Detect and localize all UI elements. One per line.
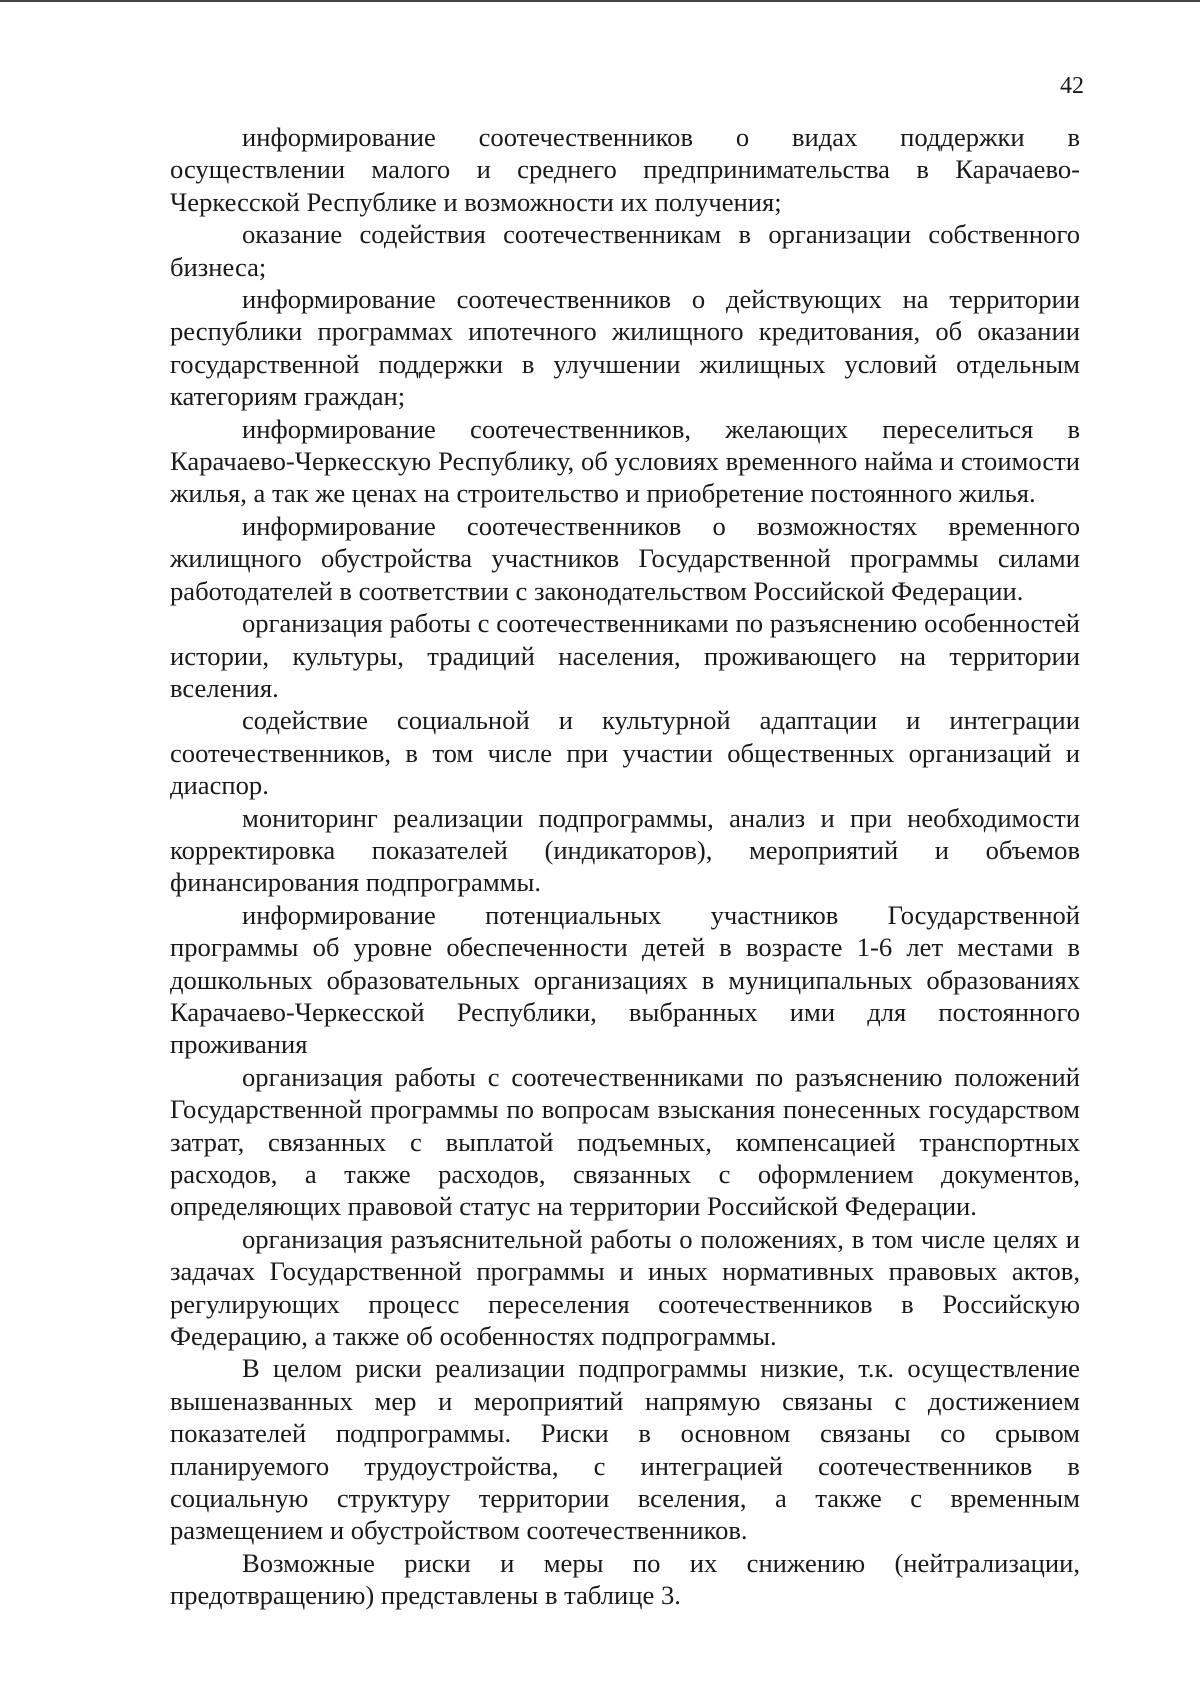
paragraph: информирование соотечественников о действующих на территории республики программах ипотечного жилищного кредитования, об оказании государственной поддержки в улучшении жилищных условий отдельным категориям граждан; xyxy=(170,284,1080,412)
paragraph: организация работы с соотечественниками по разъяснению положений Государственной программы по вопросам взыскания понесенных государством затрат, связанных с выплатой подъемных, компенсацией транспортных расходов, а также расходов, связанных с оформлением документов, определяющих правовой статус на территории Российской Федерации. xyxy=(170,1061,1080,1222)
paragraph: мониторинг реализации подпрограммы, анализ и при необходимости корректировка показателей (индикаторов), мероприятий и объемов финансирования подпрограммы. xyxy=(170,802,1080,898)
paragraph: информирование соотечественников о возможностях временного жилищного обустройства участников Государственной программы силами работодателей в соответствии с законодательством Российской Федерации. xyxy=(170,510,1080,606)
paragraph: организация разъяснительной работы о положениях, в том числе целях и задачах Государственной программы и иных нормативных правовых актов, регулирующих процесс переселения соотечественников в Российскую Федерацию, а также об особенностях подпрограммы. xyxy=(170,1223,1080,1352)
body-text xyxy=(170,121,1080,1612)
page-number: 42 xyxy=(1060,73,1084,99)
paragraph: оказание содействия соотечественникам в организации собственного бизнеса; xyxy=(170,219,1080,282)
paragraph: информирование соотечественников, желающих переселиться в Карачаево-Черкесскую Республику, об условиях временного найма и стоимости жилья, а так же ценах на строительство и приобретение постоянного жилья. xyxy=(170,413,1080,509)
paragraph: Возможные риски и меры по их снижению (нейтрализации, предотвращению) представлены в таблице 3. xyxy=(170,1547,1080,1611)
paragraph: информирование соотечественников о видах поддержки в осуществлении малого и среднего предпринимательства в Карачаево-Черкесской Республике и возможности их получения; xyxy=(170,122,1080,217)
paragraph: организация работы с соотечественниками по разъяснению особенностей истории, культуры, традиций населения, проживающего на территории вселения. xyxy=(170,608,1080,703)
paragraph: В целом риски реализации подпрограммы низкие, т.к. осуществление вышеназванных мер и мероприятий напрямую связаны с достижением показателей подпрограммы. Риски в основном связаны со срывом планируемого трудоустройства, с интеграцией соотечественников в социальную структуру территории вселения, а также с временным размещением и обустройством соотечественников. xyxy=(170,1353,1080,1546)
paragraph: содействие социальной и культурной адаптации и интеграции соотечественников, в том числе при участии общественных организаций и диаспор. xyxy=(170,705,1080,801)
paragraph: информирование потенциальных участников Государственной программы об уровне обеспеченности детей в возрасте 1-6 лет местами в дошкольных образовательных организациях в муниципальных образованиях Карачаево-Черкесской Республики, выбранных ими для постоянного проживания xyxy=(170,899,1080,1060)
scan-edge xyxy=(0,0,1200,2)
